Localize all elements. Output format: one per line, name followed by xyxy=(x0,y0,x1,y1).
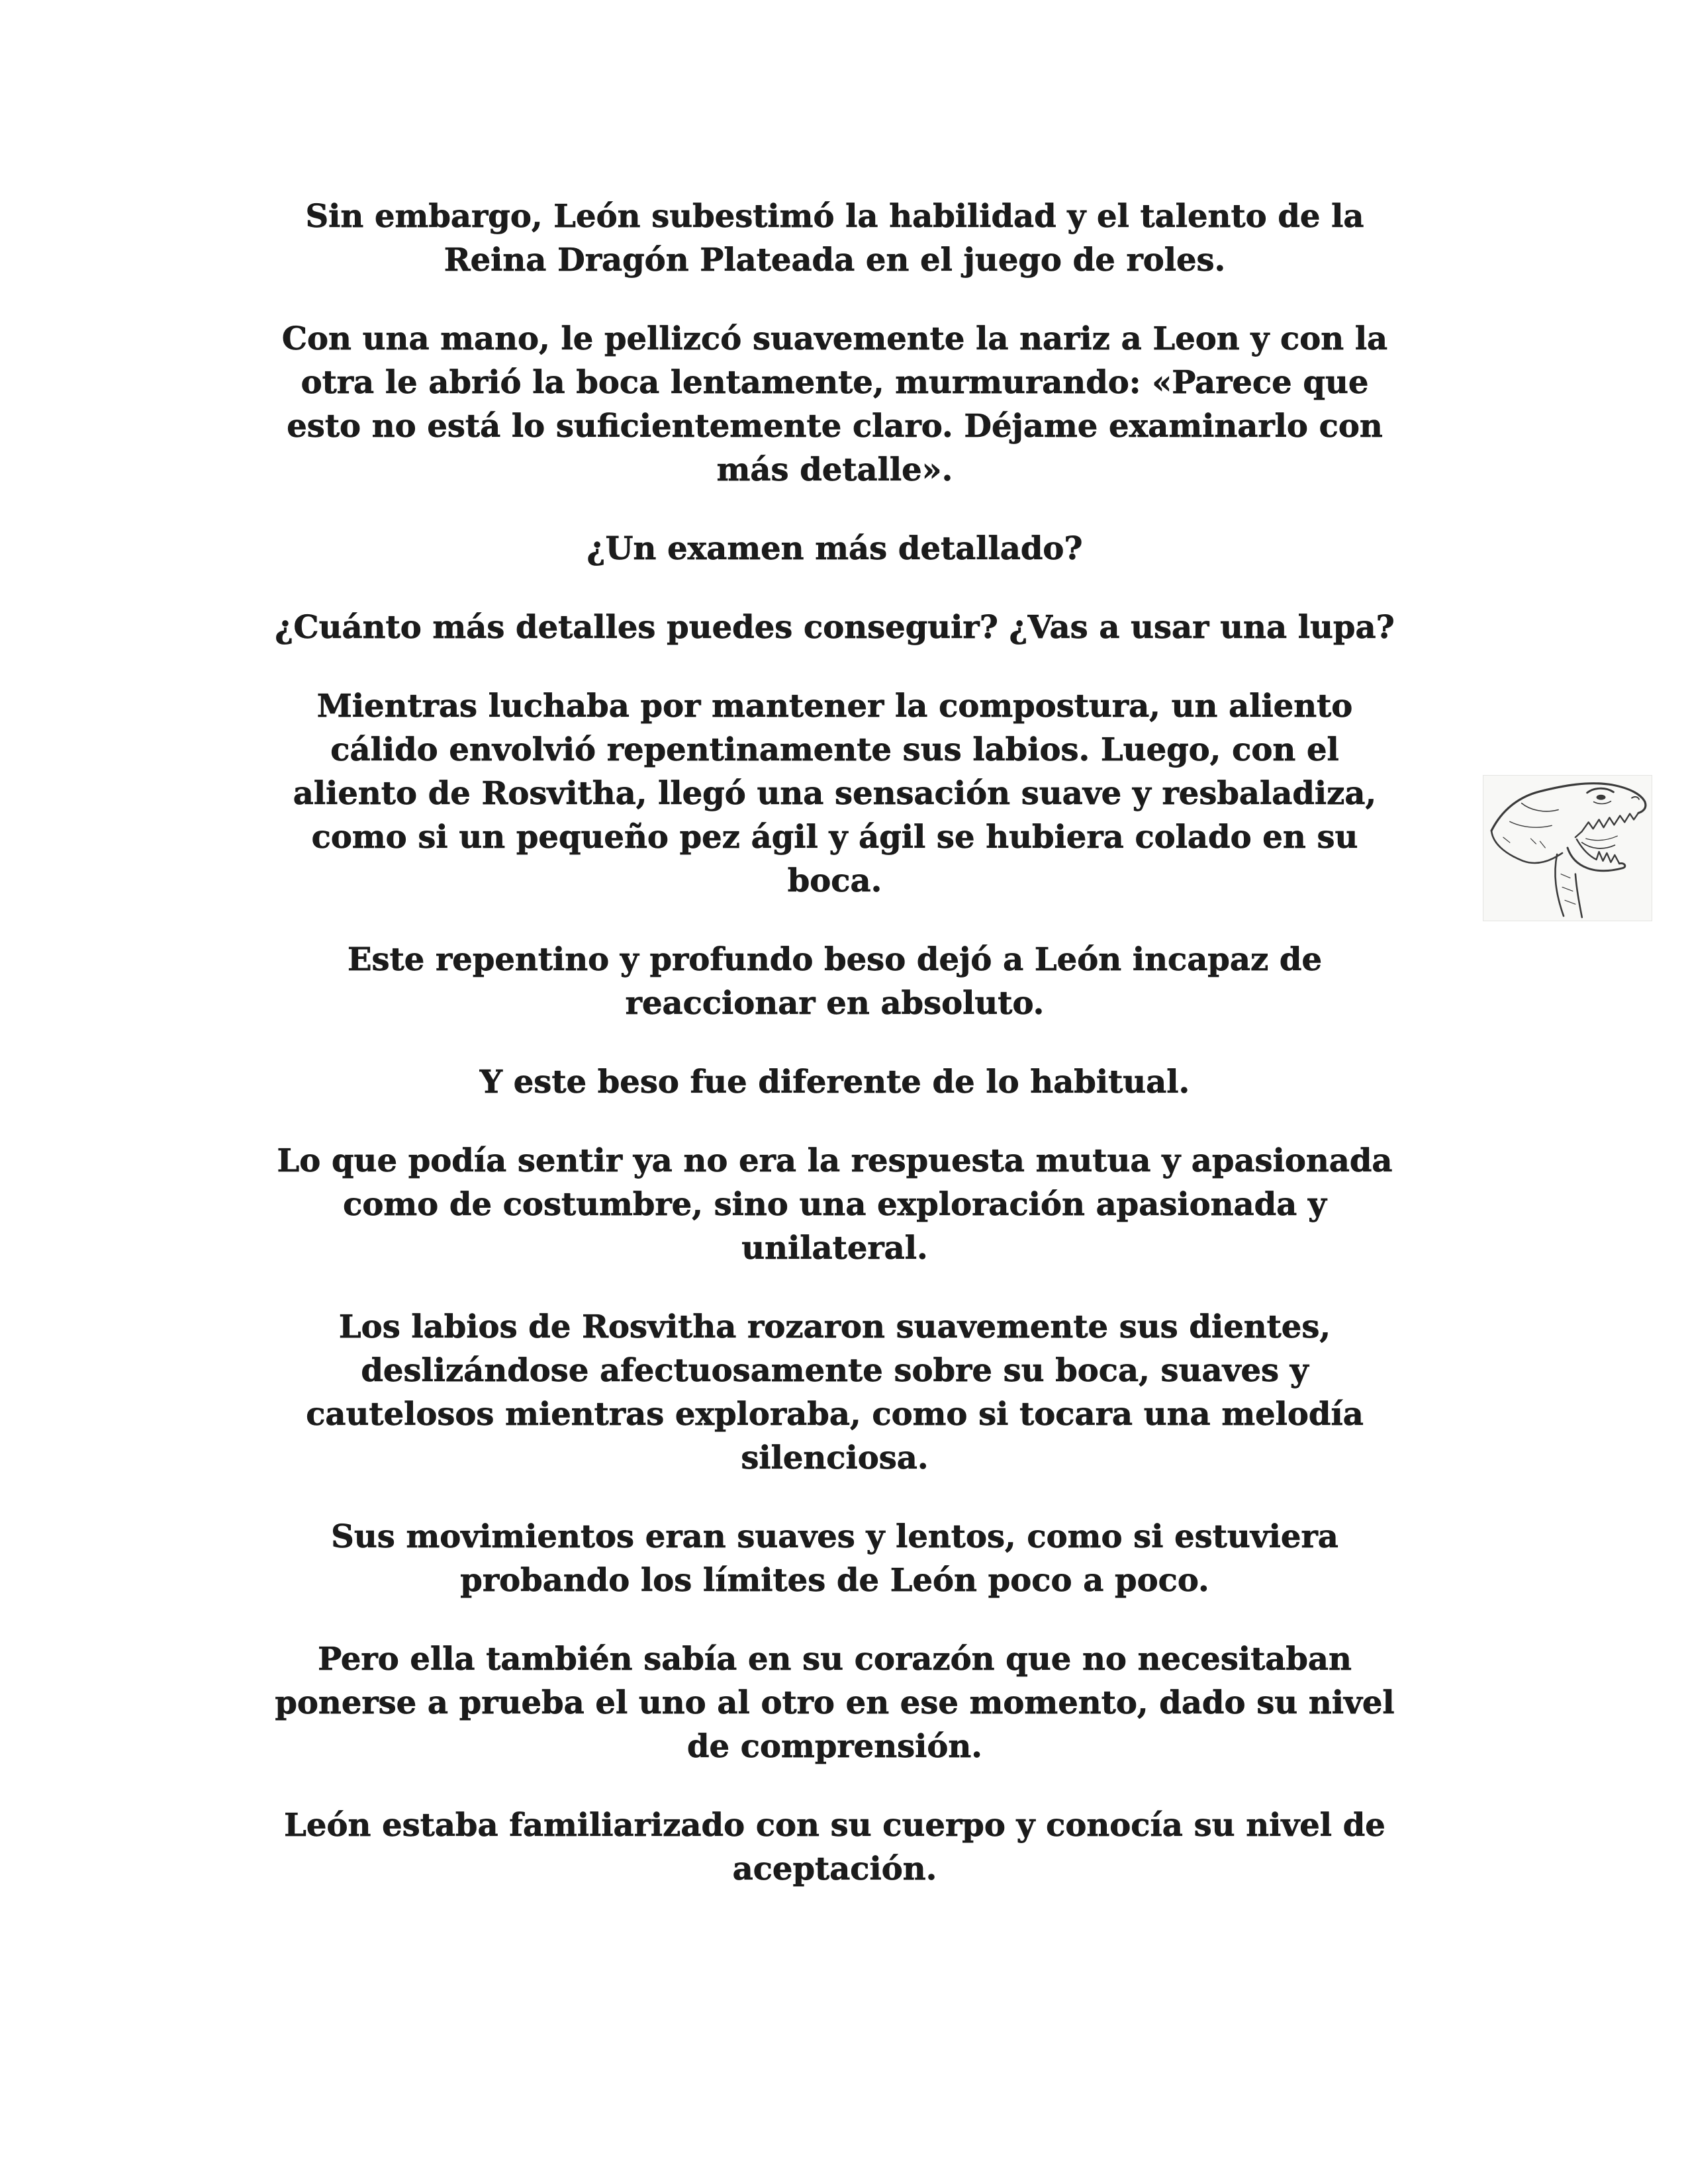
dinosaur-head-icon xyxy=(1483,776,1652,921)
text-line: Mientras luchaba por mantener la compostura, un aliento xyxy=(316,688,1353,725)
text-line: silenciosa. xyxy=(741,1439,929,1477)
text-line: probando los límites de León poco a poco. xyxy=(460,1562,1209,1599)
paragraph xyxy=(0,684,1669,903)
text-line: Este repentino y profundo beso dejó a León incapaz de xyxy=(347,941,1323,978)
text-line: como de costumbre, sino una exploración apasionada y xyxy=(343,1186,1327,1223)
paragraph xyxy=(0,195,1669,282)
text-line: aliento de Rosvitha, llegó una sensación suave y resbaladiza, xyxy=(293,775,1377,812)
paragraph xyxy=(0,317,1669,492)
text-line: Los labios de Rosvitha rozaron suavemente sus dientes, xyxy=(338,1308,1331,1345)
text-line: de comprensión. xyxy=(686,1728,982,1765)
text-line: deslizándose afectuosamente sobre su boca, suaves y xyxy=(361,1352,1309,1389)
text-line: Reina Dragón Plateada en el juego de roles. xyxy=(444,242,1226,279)
text-line: cautelosos mientras exploraba, como si tocara una melodía xyxy=(306,1396,1364,1433)
text-line: Y este beso fue diferente de lo habitual. xyxy=(479,1064,1190,1101)
paragraph xyxy=(0,606,1669,649)
paragraph xyxy=(0,527,1669,570)
body-text xyxy=(0,195,1669,1926)
text-line: Sin embargo, León subestimó la habilidad y el talento de la xyxy=(305,198,1364,235)
text-line: reaccionar en absoluto. xyxy=(625,985,1045,1022)
paragraph xyxy=(0,938,1669,1025)
text-line: cálido envolvió repentinamente sus labios. Luego, con el xyxy=(330,731,1339,768)
text-line: León estaba familiarizado con su cuerpo y conocía su nivel de xyxy=(284,1807,1385,1844)
paragraph xyxy=(0,1060,1669,1104)
text-line: Con una mano, le pellizcó suavemente la nariz a Leon y con la xyxy=(281,320,1388,357)
paragraph xyxy=(0,1803,1669,1891)
paragraph xyxy=(0,1515,1669,1602)
text-line: Sus movimientos eran suaves y lentos, como si estuviera xyxy=(331,1518,1338,1555)
paragraph xyxy=(0,1305,1669,1480)
text-line: ¿Un examen más detallado? xyxy=(586,530,1083,567)
text-line: ¿Cuánto más detalles puedes conseguir? ¿Vas a usar una lupa? xyxy=(275,609,1395,646)
paragraph xyxy=(0,1637,1669,1768)
text-line: boca. xyxy=(787,862,882,899)
text-line: unilateral. xyxy=(741,1230,928,1267)
dinosaur-sketch-image xyxy=(1483,775,1652,921)
text-line: Lo que podía sentir ya no era la respuesta mutua y apasionada xyxy=(277,1142,1393,1179)
text-line: aceptación. xyxy=(732,1850,937,1888)
text-line: como si un pequeño pez ágil y ágil se hubiera colado en su xyxy=(311,819,1358,856)
text-line: más detalle». xyxy=(716,451,953,488)
text-line: ponerse a prueba el uno al otro en ese momento, dado su nivel xyxy=(275,1684,1395,1721)
text-line: esto no está lo suficientemente claro. Déjame examinarlo con xyxy=(287,408,1383,445)
paragraph xyxy=(0,1139,1669,1270)
text-line: Pero ella también sabía en su corazón que no necesitaban xyxy=(318,1641,1352,1678)
text-line: otra le abrió la boca lentamente, murmurando: «Parece que xyxy=(301,364,1369,401)
